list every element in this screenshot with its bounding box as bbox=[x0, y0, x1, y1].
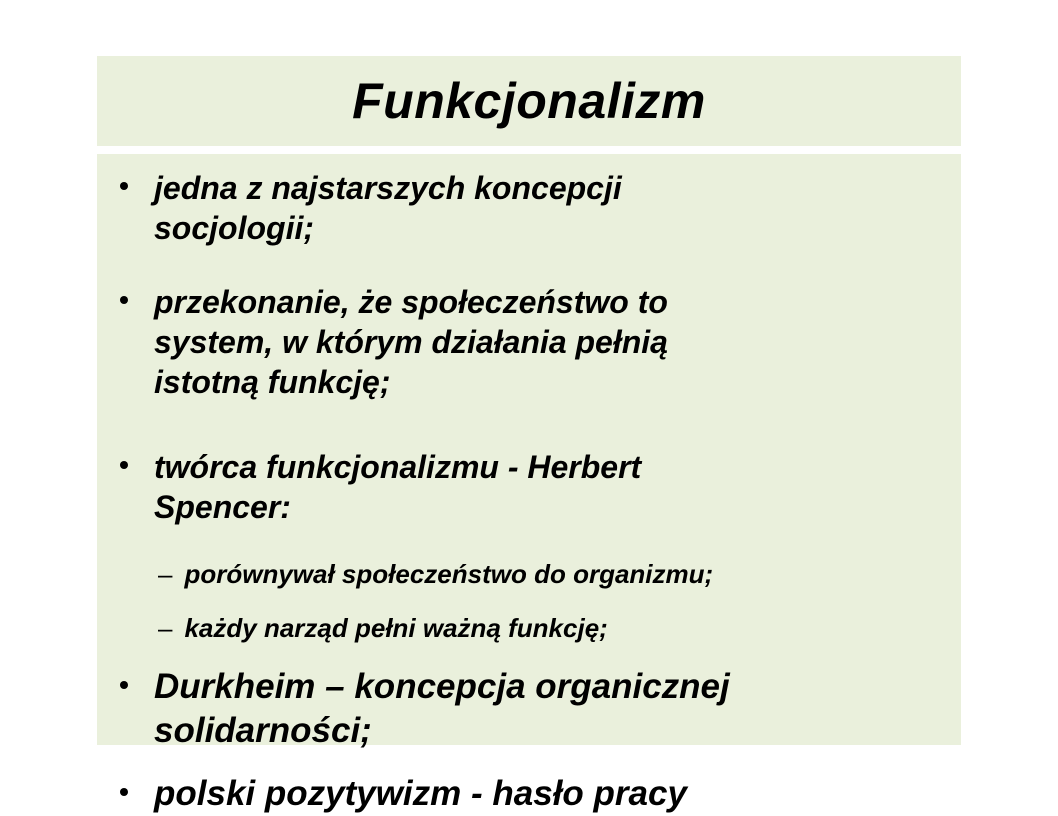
bullet-text bbox=[154, 447, 641, 527]
bullet-line: system, w którym działania pełnią bbox=[154, 324, 668, 360]
bullet-line: polski pozytywizm - hasło pracy bbox=[154, 774, 687, 813]
bullet-item bbox=[120, 665, 940, 753]
bullet-text bbox=[154, 282, 668, 402]
bullet-text bbox=[154, 665, 730, 753]
bullet-item bbox=[120, 168, 940, 248]
bullet-line: Durkheim – koncepcja organicznej bbox=[154, 667, 730, 706]
bullet-text bbox=[154, 772, 687, 816]
sub-bullet-item bbox=[158, 557, 958, 591]
bullet-dot-icon bbox=[120, 788, 128, 796]
bullet-item bbox=[120, 447, 940, 527]
bullet-dot-icon bbox=[120, 461, 128, 469]
bullet-line: istotną funkcję; bbox=[154, 364, 391, 400]
sub-bullet-item bbox=[158, 611, 958, 645]
bullet-dot-icon bbox=[120, 681, 128, 689]
bullet-text bbox=[154, 168, 622, 248]
sub-bullet-text: porównywał społeczeństwo do organizmu; bbox=[184, 559, 714, 589]
bullet-line: twórca funkcjonalizmu - Herbert bbox=[154, 449, 642, 485]
bullet-line: przekonanie, że społeczeństwo to bbox=[154, 284, 668, 320]
bullet-dot-icon bbox=[120, 182, 128, 190]
sub-bullet-text: każdy narząd pełni ważną funkcję; bbox=[184, 613, 608, 643]
bullet-line: socjologii; bbox=[154, 210, 314, 246]
slide-title: Funkcjonalizm bbox=[352, 73, 706, 129]
bullet-item bbox=[120, 282, 940, 402]
bullet-line: solidarności; bbox=[154, 711, 372, 750]
bullet-line: Spencer: bbox=[154, 489, 291, 525]
dash-icon: – bbox=[158, 559, 173, 589]
bullet-dot-icon bbox=[120, 296, 128, 304]
bullet-line: jedna z najstarszych koncepcji bbox=[154, 170, 622, 206]
bullet-item bbox=[120, 772, 940, 816]
dash-icon: – bbox=[158, 613, 173, 643]
